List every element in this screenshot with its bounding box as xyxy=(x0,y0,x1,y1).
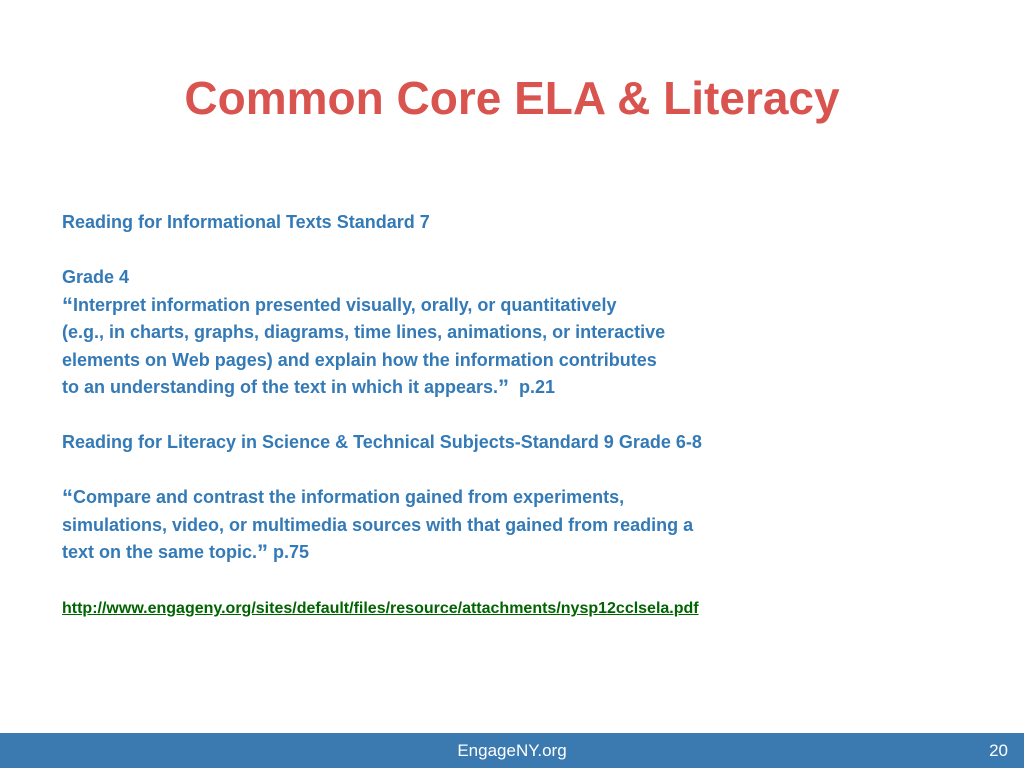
section1-quote-line-2: (e.g., in charts, graphs, diagrams, time lines, animations, or interactive xyxy=(62,322,666,342)
section1-quote-line-4 xyxy=(62,374,962,402)
spacer xyxy=(62,237,962,265)
spacer xyxy=(62,457,962,485)
source-link[interactable]: http://www.engageny.org/sites/default/files/resource/attachments/nysp12cclsela.pdf xyxy=(62,600,699,617)
spacer xyxy=(62,567,962,595)
section1-quote-line-1 xyxy=(62,292,962,320)
slide-title: Common Core ELA & Literacy xyxy=(184,72,840,124)
quote-text: to an understanding of the text in which it appears. xyxy=(62,377,499,397)
close-quote-mark: ” xyxy=(498,375,510,400)
source-link-row xyxy=(62,594,962,623)
section2-quote-line-1 xyxy=(62,484,962,512)
open-quote-mark: “ xyxy=(62,485,73,510)
slide-body xyxy=(62,209,962,623)
open-quote-mark: “ xyxy=(62,292,73,318)
section1-grade: Grade 4 xyxy=(62,267,130,287)
section2-quote-line-3 xyxy=(62,539,962,567)
slide-page-number: 20 xyxy=(989,741,1008,760)
section1-heading: Reading for Informational Texts Standard 7 xyxy=(62,212,430,232)
section2-heading: Reading for Literacy in Science & Technical Subjects-Standard 9 Grade 6-8 xyxy=(62,432,702,452)
quote-text: text on the same topic. xyxy=(62,542,258,562)
page-reference: p.21 xyxy=(509,377,556,397)
page-reference: p.75 xyxy=(268,542,310,562)
section2-quote-line-2: simulations, video, or multimedia sources with that gained from reading a xyxy=(62,514,694,535)
quote-text: Compare and contrast the information gained from experiments, xyxy=(73,487,625,507)
quote-text: Interpret information presented visually, orally, or quantitatively xyxy=(73,294,617,315)
section1-quote-line-3: elements on Web pages) and explain how the information contributes xyxy=(62,349,657,370)
close-quote-mark: ” xyxy=(257,540,269,565)
footer-bar xyxy=(0,733,1024,768)
spacer xyxy=(62,402,962,430)
footer-site-name: EngageNY.org xyxy=(457,741,567,760)
